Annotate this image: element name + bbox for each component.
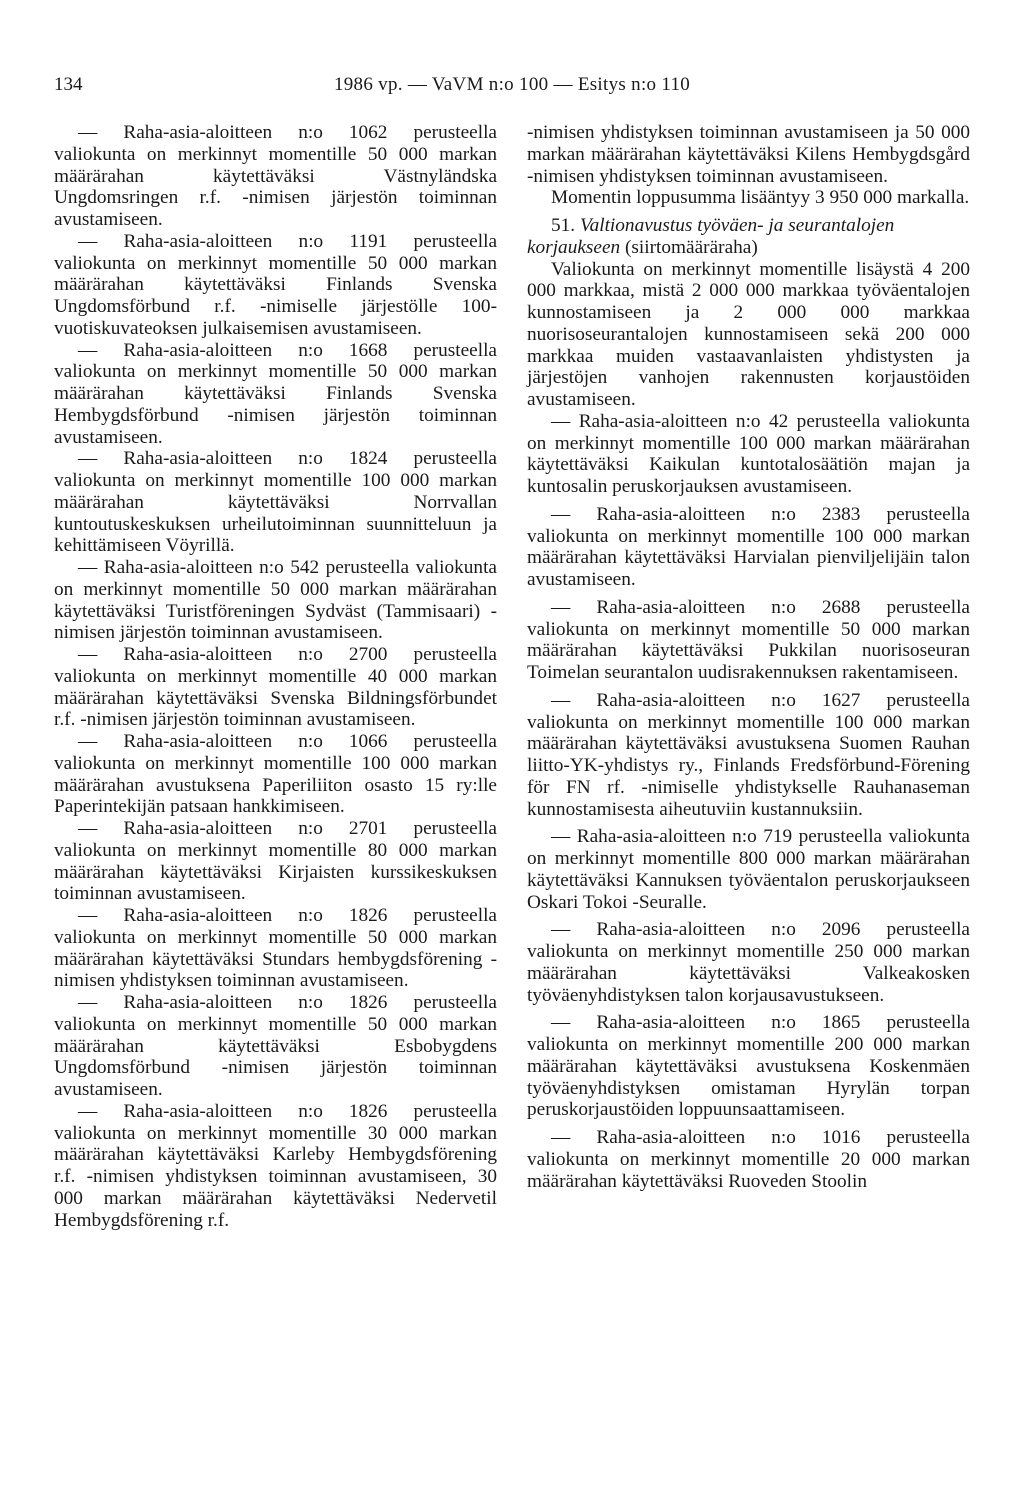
left-column: [54, 122, 497, 1231]
paragraph: — Raha-asia-aloitteen n:o 2701 perusteella valiokunta on merkinnyt momentille 80 000 markan määrärahan käytettäväksi Kirjaisten kurssikeskuksen toiminnan avustamiseen.: [54, 818, 497, 905]
paragraph: — Raha-asia-aloitteen n:o 1824 perusteella valiokunta on merkinnyt momentille 100 000 markan määrärahan käytettäväksi Norrvallan kuntoutuskeskuksen urheilutoiminnan suunnitteluun ja kehittämiseen Vöyrillä.: [54, 448, 497, 557]
paragraph: — Raha-asia-aloitteen n:o 1865 perusteella valiokunta on merkinnyt momentille 200 000 markan määrärahan käytettäväksi avustuksena Koskenmäen työväenyhdistyksen omistaman Hyrylän torpan peruskorjaustöiden loppuunsaattamiseen.: [527, 1012, 970, 1121]
total-note: Momentin loppusumma lisääntyy 3 950 000 markalla.: [551, 187, 970, 209]
paragraph: — Raha-asia-aloitteen n:o 1062 perusteella valiokunta on merkinnyt momentille 50 000 markan määrärahan käytettäväksi Västnyländska Ungdomsringen r.f. -nimisen järjestön toiminnan avustamiseen.: [54, 122, 497, 230]
paragraph: — Raha-asia-aloitteen n:o 542 perusteella valiokunta on merkinnyt momentille 50 000 markan määrärahan käytettäväksi Turistföreningen Sydväst (Tammisaari) -nimisen järjestön toiminnan avustamiseen.: [54, 557, 497, 644]
section-type: (siirtomääräraha): [625, 236, 758, 258]
paragraph: — Raha-asia-aloitteen n:o 42 perusteella valiokunta on merkinnyt momentille 100 000 markan määrärahan käytettäväksi Kaikulan kuntotalosäätiön majan ja kuntosalin peruskorjauksen avustamiseen.: [527, 410, 970, 497]
paragraph: — Raha-asia-aloitteen n:o 1826 perusteella valiokunta on merkinnyt momentille 50 000 markan määrärahan käytettäväksi Esbobygdens Ungdomsförbund -nimisen järjestön toiminnan avustamiseen.: [54, 992, 497, 1100]
section-heading: [527, 215, 970, 259]
section-number: 51.: [551, 215, 576, 236]
page-number: 134: [54, 74, 83, 95]
section-text: Valiokunta on merkinnyt momentille lisäystä 4 200 000 markkaa, mistä 2 000 000 markkaa työväentalojen kunnostamiseen ja 2 000 000 markkaa nuorisoseurantalojen kunnostamiseen sekä 200 000 markkaa muiden vastaavanlaisten yhdistysten ja järjestöjen vanhojen rakennusten korjaustöiden avustamiseen.: [527, 258, 970, 410]
paragraph: — Raha-asia-aloitteen n:o 1016 perusteella valiokunta on merkinnyt momentille 20 000 markan määrärahan käytettäväksi Ruoveden Stoolin: [527, 1127, 970, 1192]
paragraph: — Raha-asia-aloitteen n:o 2688 perusteella valiokunta on merkinnyt momentille 50 000 markan määrärahan käytettäväksi Pukkilan nuorisoseuran Toimelan seurantalon uudisrakennuksen rakentamiseen.: [527, 596, 970, 683]
paragraph: — Raha-asia-aloitteen n:o 1066 perusteella valiokunta on merkinnyt momentille 100 000 markan määrärahan avustuksena Paperiliiton osasto 15 ry:lle Paperintekijän patsaan hankkimiseen.: [54, 731, 497, 818]
paragraph: — Raha-asia-aloitteen n:o 1668 perusteella valiokunta on merkinnyt momentille 50 000 markan määrärahan käytettäväksi Finlands Svenska Hembygdsförbund -nimisen järjestön toiminnan avustamiseen.: [54, 339, 497, 448]
section-title: Valtionavustus työväen- ja seurantalojen korjaukseen: [527, 215, 895, 258]
paragraph: — Raha-asia-aloitteen n:o 2096 perusteella valiokunta on merkinnyt momentille 250 000 markan määrärahan käytettäväksi Valkeakosken työväenyhdistyksen talon korjausavustukseen.: [527, 919, 970, 1006]
paragraph: — Raha-asia-aloitteen n:o 719 perusteella valiokunta on merkinnyt momentille 800 000 markan määrärahan käytettäväksi Kannuksen työväentalon peruskorjaukseen Oskari Tokoi -Seuralle.: [527, 826, 970, 913]
paragraph: — Raha-asia-aloitteen n:o 2383 perusteella valiokunta on merkinnyt momentille 100 000 markan määrärahan käytettäväksi Harvialan pienviljelijäin talon avustamiseen.: [527, 503, 970, 590]
paragraph: — Raha-asia-aloitteen n:o 1627 perusteella valiokunta on merkinnyt momentille 100 000 markan määrärahan käytettäväksi avustuksena Suomen Rauhan liitto-YK-yhdistys ry., Finlands Fredsförbund-Förening för FN rf. -nimiselle yhdistykselle Rauhanaseman kunnostamisesta aiheutuviin kustannuksiin.: [527, 689, 970, 820]
continuation-paragraph: -nimisen yhdistyksen toiminnan avustamiseen ja 50 000 markan määrärahan käytettäväksi Kilens Hembygdsgård -nimisen yhdistyksen toiminnan avustamiseen.: [527, 122, 970, 187]
paragraph: — Raha-asia-aloitteen n:o 2700 perusteella valiokunta on merkinnyt momentille 40 000 markan määrärahan käytettäväksi Svenska Bildningsförbundet r.f. -nimisen järjestön toiminnan avustamiseen.: [54, 644, 497, 731]
paragraph: — Raha-asia-aloitteen n:o 1826 perusteella valiokunta on merkinnyt momentille 30 000 markan määrärahan käytettäväksi Karleby Hembygdsförening r.f. -nimisen yhdistyksen toiminnan avustamiseen, 30 000 markan määrärahan käytettäväksi Nedervetil Hembygdsförening r.f.: [54, 1100, 497, 1231]
running-title: 1986 vp. — VaVM n:o 100 — Esitys n:o 110: [333, 74, 691, 95]
paragraph: — Raha-asia-aloitteen n:o 1826 perusteella valiokunta on merkinnyt momentille 50 000 markan määrärahan käytettäväksi Stundars hembygdsförening -nimisen yhdistyksen toiminnan avustamiseen.: [54, 905, 497, 992]
right-column: [527, 122, 970, 1192]
paragraph: — Raha-asia-aloitteen n:o 1191 perusteella valiokunta on merkinnyt momentille 50 000 markan määrärahan käytettäväksi Finlands Svenska Ungdomsförbund r.f. -nimiselle järjestölle 100-vuotiskuvateoksen julkaisemisen avustamiseen.: [54, 230, 497, 339]
